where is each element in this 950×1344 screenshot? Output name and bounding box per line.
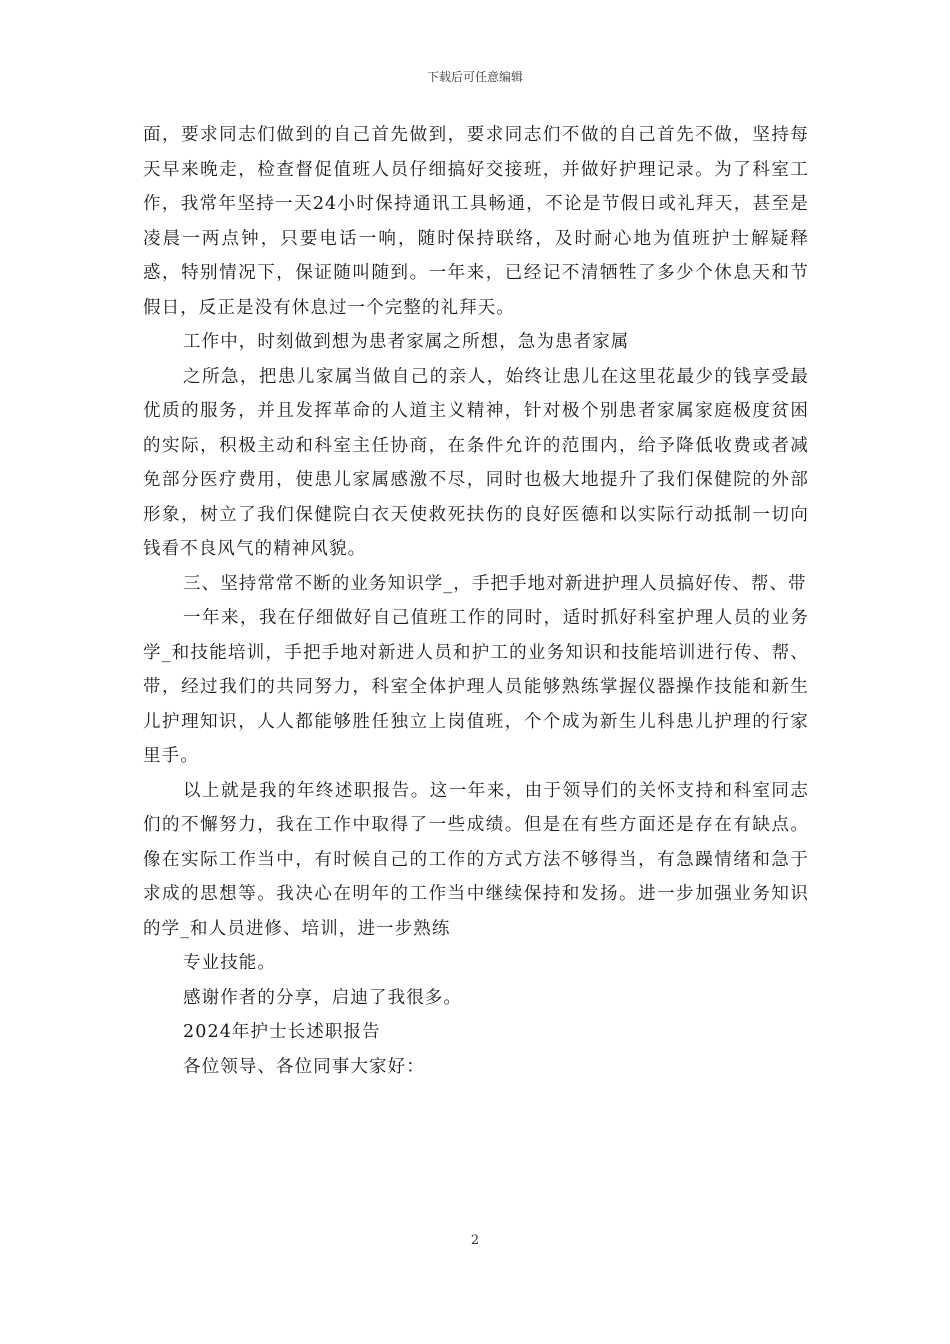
paragraph-4: 一年来，我在仔细做好自己值班工作的同时，适时抓好科室护理人员的业务学_和技能培训，手把手地对新进人员和护工的业务知识和技能培训进行传、帮、带，经过我们的共同努力，科室全体护理人员能够熟练掌握仪器操作技能和新生儿护理知识，人人都能够胜任独立上岗值班，个个成为新生儿科患儿护理的行家里手。 — [143, 608, 809, 766]
paragraph-5: 以上就是我的年终述职报告。这一年来，由于领导们的关怀支持和科室同志们的不懈努力，我在工作中取得了一些成绩。但是在有些方面还是存在有缺点。像在实际工作当中，有时候自己的工作的方式方法不够得当，有急躁情绪和急于求成的思想等。我决心在明年的工作当中继续保持和发扬。进一步加强业务知识的学_和人员进修、培训，进一步熟练 — [143, 780, 809, 939]
paragraph-3: 之所急，把患儿家属当做自己的亲人，始终让患儿在这里花最少的钱享受最优质的服务，并且发挥革命的人道主义精神，针对极个别患者家属家庭极度贫困的实际，积极主动和科室主任协商，在条件允许的范围内，给予降低收费或者减免部分医疗费用，使患儿家属感激不尽，同时也极大地提升了我们保健院的外部形象，树立了我们保健院白衣天使救死扶伤的良好医德和以实际行动抵制一切向钱看不良风气的精神风貌。 — [143, 366, 809, 559]
page-number: 2 — [470, 1233, 480, 1248]
page-header: 下载后可任意编辑 — [426, 70, 523, 84]
paragraph-6: 专业技能。 — [183, 953, 276, 973]
section-heading-3: 三、坚持常常不断的业务知识学_，手把手地对新进护理人员搞好传、帮、带 — [183, 573, 807, 594]
document-body — [143, 118, 809, 1084]
salutation: 各位领导、各位同事大家好： — [183, 1056, 425, 1077]
paragraph-2: 工作中，时刻做到想为患者家属之所想，急为患者家属 — [183, 332, 630, 352]
paragraph-1: 面，要求同志们做到的自己首先做到，要求同志们不做的自己首先不做，坚持每天早来晚走，检查督促值班人员仔细搞好交接班，并做好护理记录。为了科室工作，我常年坚持一天24小时保持通讯工具畅通，不论是节假日或礼拜天，甚至是凌晨一两点钟，只要电话一响，随时保持联络，及时耐心地为值班护士解疑释惑，特别情况下，保证随叫随到。一年来，已经记不清牺牲了多少个休息天和节假日，反正是没有休息过一个完整的礼拜天。 — [143, 125, 809, 318]
report-title: 2024年护士长述职报告 — [183, 1022, 381, 1042]
paragraph-7: 感谢作者的分享，启迪了我很多。 — [183, 987, 462, 1008]
